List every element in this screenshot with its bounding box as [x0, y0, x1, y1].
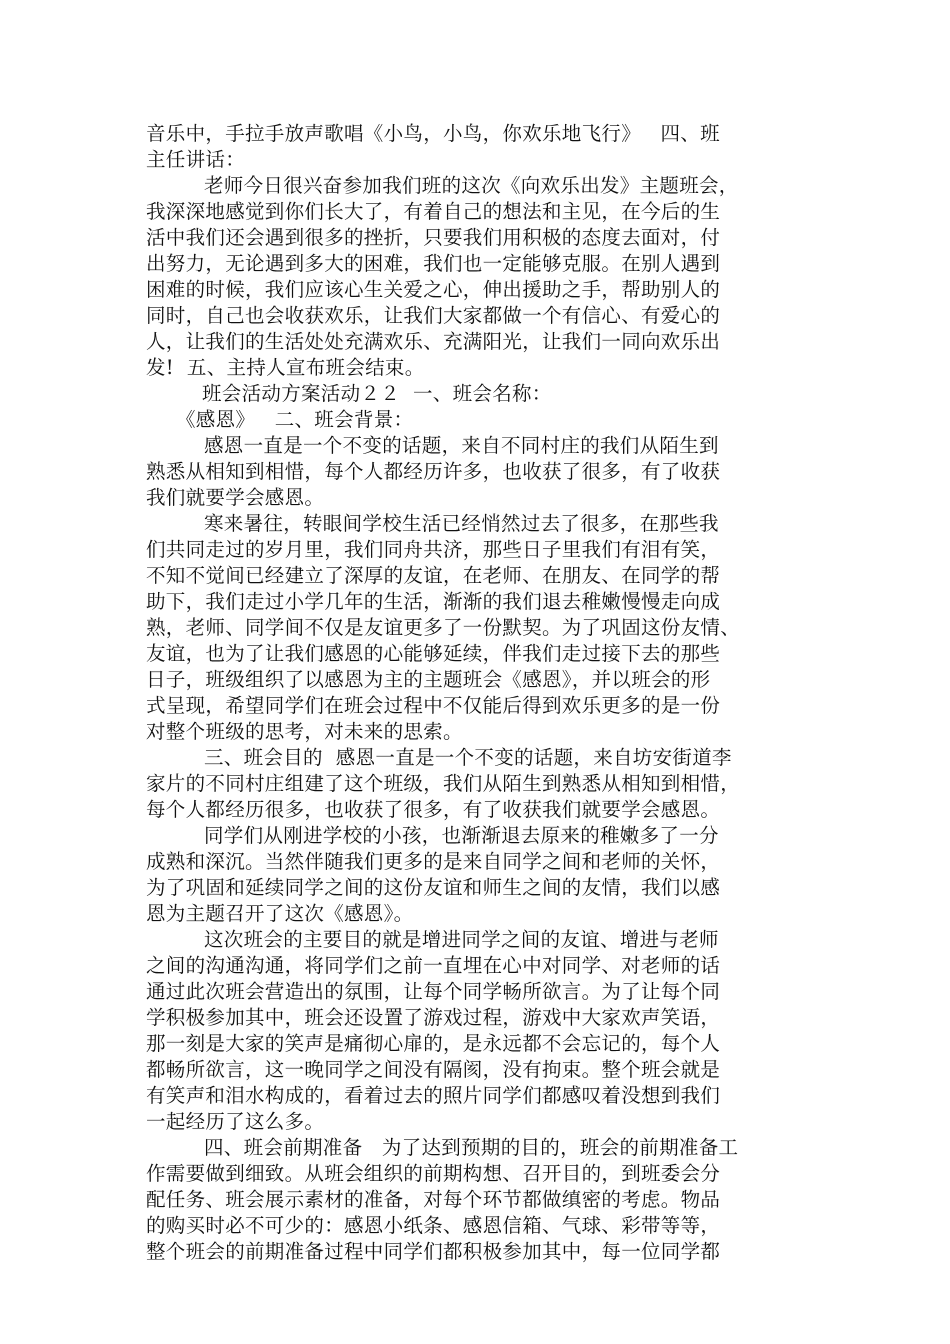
text-line: 有笑声和泪水构成的，看着过去的照片同学们都感叹着没想到我们 — [146, 1084, 721, 1107]
text-line: 出努力，无论遇到多大的困难，我们也一定能够克服。在别人遇到 — [146, 252, 721, 275]
text-line: 寒来暑往，转眼间学校生活已经悄然过去了很多，在那些我 — [204, 512, 719, 535]
text-line: 通过此次班会营造出的氛围，让每个同学畅所欲言。为了让每个同 — [146, 980, 721, 1003]
text-line: 成熟和深沉。当然伴随我们更多的是来自同学之间和老师的关怀， — [146, 850, 721, 873]
text-line: 日子，班级组织了以感恩为主的主题班会《感恩》，并以班会的形 — [146, 668, 711, 691]
text-line: 三、班会目的 感恩一直是一个不变的话题，来自坊安街道李 — [204, 746, 732, 769]
text-line: 同时，自己也会收获欢乐，让我们大家都做一个有信心、有爱心的 — [146, 304, 721, 327]
text-line: 困难的时候，我们应该心生关爱之心，伸出援助之手，帮助别人的 — [146, 278, 721, 301]
text-line: 家片的不同村庄组建了这个班级，我们从陌生到熟悉从相知到相惜， — [146, 772, 741, 795]
text-line: 都畅所欲言，这一晚同学之间没有隔阂，没有拘束。整个班会就是 — [146, 1058, 721, 1081]
text-line: 们共同走过的岁月里，我们同舟共济，那些日子里我们有泪有笑， — [146, 538, 721, 561]
text-line: 的购买时必不可少的：感恩小纸条、感恩信箱、气球、彩带等等， — [146, 1214, 721, 1237]
text-line: 恩为主题召开了这次《感恩》。 — [146, 902, 414, 925]
text-line: 感恩一直是一个不变的话题，来自不同村庄的我们从陌生到 — [204, 434, 719, 457]
text-line: 配任务、班会展示素材的准备，对每个环节都做缜密的考虑。物品 — [146, 1188, 721, 1211]
text-line: 式呈现，希望同学们在班会过程中不仅能后得到欢乐更多的是一份 — [146, 694, 721, 717]
text-line: 每个人都经历很多，也收获了很多，有了收获我们就要学会感恩。 — [146, 798, 721, 821]
text-line: 老师今日很兴奋参加我们班的这次《向欢乐出发》主题班会， — [204, 174, 739, 197]
text-line: 发! 五、主持人宣布班会结束。 — [146, 356, 425, 379]
document-page — [146, 121, 806, 1265]
text-line: 作需要做到细致。从班会组织的前期构想、召开目的，到班委会分 — [146, 1162, 721, 1185]
text-line: 《感恩》 二、班会背景： — [176, 408, 414, 431]
text-line: 对整个班级的思考，对未来的思索。 — [146, 720, 463, 743]
text-line: 整个班会的前期准备过程中同学们都积极参加其中，每一位同学都 — [146, 1240, 721, 1263]
text-line: 学积极参加其中，班会还设置了游戏过程，游戏中大家欢声笑语， — [146, 1006, 721, 1029]
text-line: 不知不觉间已经建立了深厚的友谊，在老师、在朋友、在同学的帮 — [146, 564, 721, 587]
text-line: 一起经历了这么多。 — [146, 1110, 325, 1133]
text-line: 我们就要学会感恩。 — [146, 486, 325, 509]
text-line: 之间的沟通沟通，将同学们之前一直埋在心中对同学、对老师的话 — [146, 954, 721, 977]
text-line: 为了巩固和延续同学之间的这份友谊和师生之间的友情，我们以感 — [146, 876, 721, 899]
text-line: 班会活动方案活动２２ 一、班会名称： — [202, 382, 552, 405]
text-line: 我深深地感觉到你们长大了，有着自己的想法和主见，在今后的生 — [146, 200, 721, 223]
text-line: 人，让我们的生活处处充满欢乐、充满阳光，让我们一同向欢乐出 — [146, 330, 721, 353]
text-line: 活中我们还会遇到很多的挫折，只要我们用积极的态度去面对，付 — [146, 226, 721, 249]
text-line: 音乐中，手拉手放声歌唱《小鸟，小鸟，你欢乐地飞行》 四、班 — [146, 122, 720, 145]
text-line: 四、班会前期准备 为了达到预期的目的，班会的前期准备工 — [204, 1136, 739, 1159]
text-line: 熟，老师、同学间不仅是友谊更多了一份默契。为了巩固这份友情、 — [146, 616, 741, 639]
text-line: 助下，我们走过小学几年的生活，渐渐的我们退去稚嫩慢慢走向成 — [146, 590, 721, 613]
text-line: 那一刻是大家的笑声是痛彻心扉的，是永远都不会忘记的，每个人 — [146, 1032, 721, 1055]
text-line: 主任讲话： — [146, 148, 246, 171]
text-line: 熟悉从相知到相惜，每个人都经历许多，也收获了很多，有了收获 — [146, 460, 721, 483]
text-line: 同学们从刚进学校的小孩，也渐渐退去原来的稚嫩多了一分 — [204, 824, 719, 847]
text-line: 这次班会的主要目的就是增进同学之间的友谊、增进与老师 — [204, 928, 719, 951]
text-line: 友谊，也为了让我们感恩的心能够延续，伴我们走过接下去的那些 — [146, 642, 721, 665]
